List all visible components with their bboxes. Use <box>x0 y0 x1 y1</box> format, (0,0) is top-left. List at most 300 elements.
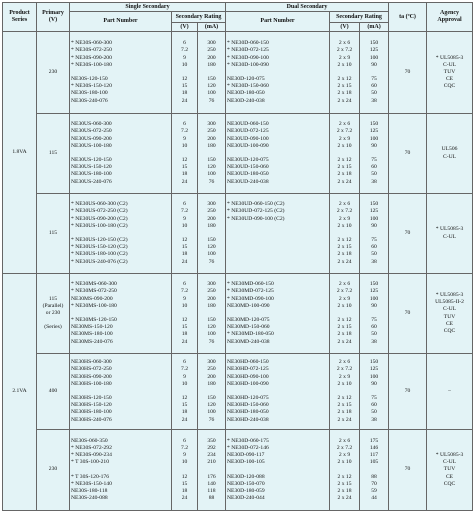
single-voltage-line: 18 <box>181 251 188 258</box>
dual-current-line <box>361 230 387 237</box>
single-part-number-line: * NE30S-060-300 <box>71 40 112 47</box>
dual-voltage-line: 2 x 7.2 <box>336 444 353 451</box>
single-current-line: 250 <box>207 366 216 373</box>
agency-approval-line: C-UL <box>443 153 457 160</box>
primary-voltage-cell <box>37 114 70 194</box>
dual-current-line <box>361 150 387 157</box>
single-voltage-line: 6 <box>183 437 186 444</box>
dual-part-number-line: * NE30D-100-090 <box>227 61 269 68</box>
single-current-line: 150 <box>207 76 216 83</box>
dual-current-line: 60 <box>371 402 377 409</box>
single-voltage-line: 18 <box>181 171 188 178</box>
dual-voltage-line <box>331 230 358 237</box>
dual-voltage-line: 2 x 9 <box>338 54 351 61</box>
single-current-line: 120 <box>207 244 216 251</box>
single-voltage-line: 18 <box>181 487 188 494</box>
dual-part-number-line: NE30D-100-105 <box>227 459 265 466</box>
single-voltage-line: 7.2 <box>181 366 188 373</box>
single-current-line: 180 <box>207 302 216 309</box>
primary-voltage-cell <box>37 274 70 354</box>
primary-voltage-line: (Parallel) <box>42 302 64 309</box>
single-part-number-cell <box>70 274 172 354</box>
dual-part-number-line: NE30D-090-117 <box>227 452 265 459</box>
dual-part-number-line <box>227 466 328 473</box>
dual-current-line <box>361 310 387 317</box>
single-current-line: 210 <box>207 459 216 466</box>
dual-current-line <box>361 69 387 76</box>
single-voltage-line: 24 <box>181 97 188 104</box>
single-part-number-line: NE30MS-150-120 <box>71 324 113 331</box>
single-part-number-line: * NE30MS-060-300 <box>71 281 117 288</box>
single-part-number-line: * NE30US-120-150 (C2) <box>71 237 128 244</box>
single-voltage-cell <box>172 274 198 354</box>
dual-voltage-line: 2 x 15 <box>337 244 352 251</box>
single-voltage-line: 10 <box>181 142 188 149</box>
dual-part-number-line: NE30HD-120-075 <box>227 395 269 402</box>
single-voltage-line: 18 <box>181 409 188 416</box>
ta-cell: 70 <box>389 114 427 194</box>
dual-voltage-line: 2 x 6 <box>338 201 351 208</box>
header-dual-secondary: Dual Secondary <box>226 3 389 12</box>
dual-current-line: 75 <box>371 76 377 83</box>
primary-voltage-line: 230 <box>48 466 58 473</box>
single-current-line: 200 <box>207 135 216 142</box>
single-part-number-line: NE30HS-060-300 <box>71 359 112 366</box>
dual-voltage-line: 2 x 10 <box>337 459 352 466</box>
dual-current-line: 50 <box>371 409 377 416</box>
single-part-number-line <box>71 388 170 395</box>
dual-current-line <box>361 466 387 473</box>
single-current-line: 88 <box>208 495 215 502</box>
single-part-number-line: * T 30S-120-176 <box>71 473 110 480</box>
single-current-line: 300 <box>207 359 216 366</box>
agency-approval-line: TUV <box>443 68 456 75</box>
ta-cell: 70 <box>389 354 427 430</box>
single-voltage-line: 12 <box>181 317 188 324</box>
dual-part-number-line: * NE30D-090-100 <box>227 54 269 61</box>
dual-current-line: 90 <box>371 61 377 68</box>
single-voltage-cell <box>172 114 198 194</box>
single-voltage-line: 10 <box>181 459 188 466</box>
agency-approval-line: CQC <box>443 480 456 487</box>
dual-part-number-line: * NE30MD-072-125 <box>227 288 274 295</box>
dual-part-number-line: NE30UD-072-125 <box>227 128 269 135</box>
dual-part-number-cell <box>226 354 330 430</box>
single-voltage-line: 15 <box>181 83 188 90</box>
single-part-number-line: * NE30US-072-250 (C2) <box>71 208 128 215</box>
single-voltage-line: 6 <box>183 359 186 366</box>
agency-approval-line: * UL5085-3 <box>435 452 464 459</box>
header-single-unit-v: (V) <box>172 23 198 32</box>
agency-approval-line: CE <box>445 473 454 480</box>
single-current-line: 150 <box>207 395 216 402</box>
single-current-line: 100 <box>207 409 216 416</box>
single-part-number-line: * NE30S-072-250 <box>71 47 112 54</box>
single-voltage-cell <box>172 354 198 430</box>
dual-current-line: 38 <box>371 97 377 104</box>
single-current-line: 140 <box>207 480 216 487</box>
single-part-number-line: * NE30US-100-180 (C2) <box>71 222 128 229</box>
table-row <box>3 430 473 511</box>
single-part-number-line: NE30US-072-250 <box>71 128 112 135</box>
single-current-line: 234 <box>207 452 216 459</box>
dual-current-line: 90 <box>371 302 377 309</box>
dual-voltage-cell <box>330 354 360 430</box>
single-current-line <box>199 69 224 76</box>
single-current-line: 100 <box>207 331 216 338</box>
single-voltage-line: 7.2 <box>181 444 188 451</box>
dual-part-number-line: NE30HD-150-060 <box>227 402 269 409</box>
dual-current-line: 117 <box>369 452 379 459</box>
single-voltage-cell <box>172 194 198 274</box>
dual-voltage-line: 2 x 18 <box>337 331 352 338</box>
dual-voltage-line: 2 x 7.2 <box>336 128 353 135</box>
single-current-line: 180 <box>207 61 216 68</box>
single-voltage-line: 7.2 <box>181 208 188 215</box>
dual-voltage-line: 2 x 18 <box>337 409 352 416</box>
single-part-number-line: NE30MS-240-076 <box>71 338 113 345</box>
single-voltage-line <box>173 388 196 395</box>
dual-current-line: 60 <box>371 83 377 90</box>
single-voltage-line: 12 <box>181 395 188 402</box>
single-part-number-line: NE30US-150-120 <box>71 164 112 171</box>
dual-voltage-line: 2 x 15 <box>337 324 352 331</box>
single-current-cell <box>198 430 226 511</box>
header-dual-unit-v: (V) <box>330 23 360 32</box>
single-part-number-line: NE30US-240-076 <box>71 178 112 185</box>
single-part-number-line: * NE30US-150-120 (C2) <box>71 244 128 251</box>
dual-current-line <box>361 388 387 395</box>
agency-approval-cell <box>427 32 473 114</box>
agency-approval-cell <box>427 114 473 194</box>
single-voltage-line: 6 <box>183 281 186 288</box>
single-voltage-line: 9 <box>183 54 186 61</box>
single-voltage-line: 9 <box>183 452 186 459</box>
dual-current-line: 44 <box>371 495 377 502</box>
single-voltage-line: 15 <box>181 244 188 251</box>
single-current-line: 250 <box>207 47 216 54</box>
dual-voltage-line <box>331 150 358 157</box>
dual-part-number-line: * NE30D-072-125 <box>227 47 269 54</box>
single-current-line: 200 <box>207 54 216 61</box>
dual-part-number-line: * NE30MD-180-050 <box>227 331 274 338</box>
dual-part-number-line: * NE30MD-060-150 <box>227 281 274 288</box>
dual-voltage-cell <box>330 274 360 354</box>
dual-current-cell <box>360 354 389 430</box>
single-voltage-line: 15 <box>181 164 188 171</box>
dual-voltage-cell <box>330 32 360 114</box>
transformer-spec-table <box>2 2 473 511</box>
dual-part-number-line: * NE30UD-072-125 (C2) <box>227 208 285 215</box>
dual-current-line: 175 <box>369 437 379 444</box>
table-row <box>3 194 473 274</box>
dual-voltage-cell <box>330 430 360 511</box>
dual-part-number-line: * NE30UD-090-100 (C2) <box>227 215 285 222</box>
dual-part-number-line: NE30UD-060-150 <box>227 121 269 128</box>
single-current-line: 180 <box>207 142 216 149</box>
dual-current-line: 59 <box>371 487 377 494</box>
single-part-number-line: * NE30S-090-234 <box>71 452 112 459</box>
single-current-line: 76 <box>208 416 215 423</box>
dual-current-line: 50 <box>371 90 377 97</box>
dual-part-number-line <box>227 244 328 251</box>
single-part-number-line: * NE30US-090-200 (C2) <box>71 215 128 222</box>
dual-part-number-line: NE30UD-090-100 <box>227 135 269 142</box>
dual-part-number-line <box>227 259 328 266</box>
single-voltage-line: 9 <box>183 135 186 142</box>
dual-voltage-line: 2 x 24 <box>337 97 352 104</box>
dual-current-line: 125 <box>369 128 379 135</box>
dual-part-number-line: * NE30UD-060-150 (C2) <box>227 201 285 208</box>
dual-current-line: 150 <box>369 359 379 366</box>
single-part-number-cell <box>70 354 172 430</box>
dual-voltage-line: 2 x 9 <box>338 452 351 459</box>
single-voltage-line: 7.2 <box>181 288 188 295</box>
single-current-line <box>199 466 224 473</box>
dual-current-line: 125 <box>369 288 379 295</box>
primary-voltage-line: 400 <box>48 387 58 394</box>
single-voltage-line: 7.2 <box>181 128 188 135</box>
dual-current-line: 75 <box>371 395 377 402</box>
single-part-number-line <box>71 466 170 473</box>
single-voltage-line: 9 <box>183 215 186 222</box>
dual-part-number-line <box>227 230 328 237</box>
table-row <box>3 114 473 194</box>
single-part-number-line: NE30S-180-118 <box>71 487 108 494</box>
dual-voltage-cell <box>330 114 360 194</box>
header-single-secondary: Single Secondary <box>70 3 226 12</box>
table-row <box>3 274 473 354</box>
single-current-line: 250 <box>207 128 216 135</box>
dual-voltage-line: 2 x 9 <box>338 373 351 380</box>
single-voltage-line: 18 <box>181 90 188 97</box>
dual-voltage-line: 2 x 24 <box>337 495 352 502</box>
dual-part-number-line: NE30D-240-044 <box>227 495 265 502</box>
dual-part-number-line <box>227 388 328 395</box>
agency-approval-line: CE <box>445 320 454 327</box>
agency-approval-line: CE <box>445 76 454 83</box>
dual-part-number-line: NE30UD-180-050 <box>227 171 269 178</box>
header-dual-part-number: Part Number <box>226 12 330 32</box>
dual-voltage-line: 2 x 15 <box>337 480 352 487</box>
dual-part-number-line: NE30UD-240-038 <box>227 178 269 185</box>
dual-current-line: 38 <box>371 178 377 185</box>
dual-voltage-line: 2 x 12 <box>337 473 352 480</box>
single-voltage-line: 7.2 <box>181 47 188 54</box>
dual-voltage-line: 2 x 6 <box>338 359 351 366</box>
header-agency-approval: Agency Approval <box>427 3 473 32</box>
agency-approval-line: C-UL <box>443 306 457 313</box>
single-current-line: 100 <box>207 251 216 258</box>
dual-voltage-line: 2 x 9 <box>338 215 351 222</box>
agency-approval-line: C-UL <box>443 233 457 240</box>
header-primary: Primary (V) <box>37 3 70 32</box>
dual-current-line: 60 <box>371 164 377 171</box>
agency-approval-line: C-UL <box>443 459 457 466</box>
single-voltage-line: 9 <box>183 373 186 380</box>
single-current-line: 100 <box>207 90 216 97</box>
single-current-line: 300 <box>207 281 216 288</box>
single-current-line: 200 <box>207 373 216 380</box>
dual-current-line: 90 <box>371 142 377 149</box>
dual-current-line: 50 <box>371 251 377 258</box>
ta-cell: 70 <box>389 430 427 511</box>
dual-voltage-line: 2 x 10 <box>337 302 352 309</box>
primary-voltage-cell <box>37 32 70 114</box>
single-voltage-line: 24 <box>181 178 188 185</box>
single-part-number-line: NE30HS-240-076 <box>71 416 112 423</box>
single-part-number-line: * NE30S-150-120 <box>71 83 112 90</box>
single-part-number-line: NE30S-180-100 <box>71 90 108 97</box>
dual-current-line: 150 <box>369 201 379 208</box>
single-part-number-line: NE30MS-090-200 <box>71 295 113 302</box>
single-voltage-line: 6 <box>183 121 186 128</box>
dual-current-line: 125 <box>369 208 379 215</box>
single-part-number-line: * NE30S-090-200 <box>71 54 112 61</box>
dual-current-line: 150 <box>369 121 379 128</box>
single-voltage-line: 15 <box>181 324 188 331</box>
agency-approval-line: TUV <box>443 466 456 473</box>
dual-part-number-line: NE30MD-100-090 <box>227 302 270 309</box>
single-part-number-line: * NE30MS-100-180 <box>71 302 117 309</box>
single-current-line: 180 <box>207 380 216 387</box>
agency-approval-cell <box>427 194 473 274</box>
dual-part-number-line: NE30D-240-038 <box>227 97 265 104</box>
dual-current-line: 100 <box>369 54 379 61</box>
dual-current-line: 50 <box>371 331 377 338</box>
single-voltage-line: 10 <box>181 380 188 387</box>
dual-current-line: 60 <box>371 244 377 251</box>
single-current-line: 300 <box>207 201 216 208</box>
single-voltage-line: 10 <box>181 302 188 309</box>
dual-current-line: 70 <box>371 480 377 487</box>
single-current-cell <box>198 114 226 194</box>
dual-voltage-line: 2 x 18 <box>337 251 352 258</box>
dual-voltage-line <box>331 388 358 395</box>
dual-voltage-line: 2 x 10 <box>337 142 352 149</box>
primary-voltage-line: (Series) <box>44 324 62 331</box>
single-part-number-cell <box>70 430 172 511</box>
header-product-series: Product Series <box>3 3 37 32</box>
dual-voltage-line: 2 x 24 <box>337 258 352 265</box>
single-part-number-line: * NE30S-100-180 <box>71 61 112 68</box>
dual-part-number-cell <box>226 32 330 114</box>
single-part-number-line: NE30S-120-150 <box>71 76 108 83</box>
dual-voltage-line: 2 x 10 <box>337 222 352 229</box>
dual-voltage-line: 2 x 12 <box>337 317 352 324</box>
single-voltage-line: 6 <box>183 201 186 208</box>
dual-part-number-line: * NE30MD-090-100 <box>227 295 274 302</box>
dual-part-number-line <box>227 237 328 244</box>
single-part-number-line: * NE30S-072-292 <box>71 444 112 451</box>
primary-voltage-cell <box>37 354 70 430</box>
dual-voltage-line: 2 x 6 <box>338 40 351 47</box>
dual-part-number-line: NE30HD-060-150 <box>227 359 269 366</box>
single-current-line: 120 <box>207 324 216 331</box>
single-current-line: 76 <box>208 338 215 345</box>
single-part-number-line: * NE30US-060-300 (C2) <box>71 201 128 208</box>
dual-current-line: 88 <box>371 473 377 480</box>
dual-current-line: 125 <box>369 366 379 373</box>
single-voltage-line: 12 <box>181 473 188 480</box>
single-part-number-line: NE30MS-180-100 <box>71 331 113 338</box>
specification-sheet <box>2 2 472 524</box>
single-part-number-line: NE30HS-072-250 <box>71 366 112 373</box>
dual-voltage-line <box>331 69 358 76</box>
single-voltage-line <box>173 466 196 473</box>
single-voltage-cell <box>172 430 198 511</box>
dual-part-number-line: NE30UD-150-060 <box>227 164 269 171</box>
single-part-number-line: * NE30MS-120-150 <box>71 317 117 324</box>
dual-voltage-line: 2 x 6 <box>338 437 351 444</box>
dual-current-line: 75 <box>371 157 377 164</box>
product-series-cell: 1.8VA <box>3 32 37 274</box>
dual-part-number-line: NE30HD-240-038 <box>227 416 269 423</box>
single-current-line: 150 <box>207 157 216 164</box>
single-part-number-line: * NE30MS-072-250 <box>71 288 117 295</box>
dual-current-line: 150 <box>369 281 379 288</box>
agency-approval-line: CQC <box>443 83 456 90</box>
dual-part-number-line: NE30UD-100-090 <box>227 142 269 149</box>
dual-voltage-line <box>331 310 358 317</box>
single-part-number-line: * NE30US-240-076 (C2) <box>71 258 128 265</box>
single-voltage-line: 24 <box>181 495 188 502</box>
dual-part-number-line <box>227 310 328 317</box>
single-voltage-cell <box>172 32 198 114</box>
dual-current-cell <box>360 194 389 274</box>
dual-voltage-line: 2 x 9 <box>338 295 351 302</box>
dual-part-number-cell <box>226 274 330 354</box>
dual-voltage-line: 2 x 10 <box>337 61 352 68</box>
ta-cell: 70 <box>389 32 427 114</box>
dual-voltage-line: 2 x 24 <box>337 416 352 423</box>
table-row <box>3 32 473 114</box>
single-part-number-cell <box>70 114 172 194</box>
dual-current-cell <box>360 430 389 511</box>
dual-voltage-line: 2 x 24 <box>337 338 352 345</box>
single-part-number-line: NE30US-180-100 <box>71 171 112 178</box>
header-single-secondary-rating: Secondary Rating <box>172 12 226 23</box>
dual-current-line: 105 <box>369 459 379 466</box>
single-voltage-line <box>173 150 196 157</box>
agency-approval-line: * UL5085-3 <box>435 54 464 61</box>
agency-approval-cell <box>427 274 473 354</box>
dual-part-number-line: * NE30D-060-175 <box>227 437 269 444</box>
dual-part-number-line: NE30HD-180-050 <box>227 409 269 416</box>
dual-current-cell <box>360 32 389 114</box>
single-voltage-line <box>173 69 196 76</box>
dual-current-line: 50 <box>371 171 377 178</box>
single-part-number-line: NE30US-120-150 <box>71 157 112 164</box>
single-voltage-line: 18 <box>181 331 188 338</box>
header-dual-secondary-rating: Secondary Rating <box>330 12 389 23</box>
dual-current-line: 38 <box>371 416 377 423</box>
single-current-line <box>199 388 224 395</box>
single-current-line <box>199 310 224 317</box>
single-part-number-line: * NE30US-180-100 (C2) <box>71 251 128 258</box>
dual-current-line: 150 <box>369 40 379 47</box>
single-current-line: 300 <box>207 40 216 47</box>
single-voltage-line: 15 <box>181 480 188 487</box>
single-current-line: 150 <box>207 317 216 324</box>
primary-voltage-line: or 230 <box>45 309 61 316</box>
single-voltage-line: 12 <box>181 76 188 83</box>
single-part-number-line <box>71 150 170 157</box>
dual-part-number-line: NE30D-120-075 <box>227 76 265 83</box>
dual-current-cell <box>360 274 389 354</box>
single-current-line: 120 <box>207 402 216 409</box>
agency-approval-line: TUV <box>443 313 456 320</box>
